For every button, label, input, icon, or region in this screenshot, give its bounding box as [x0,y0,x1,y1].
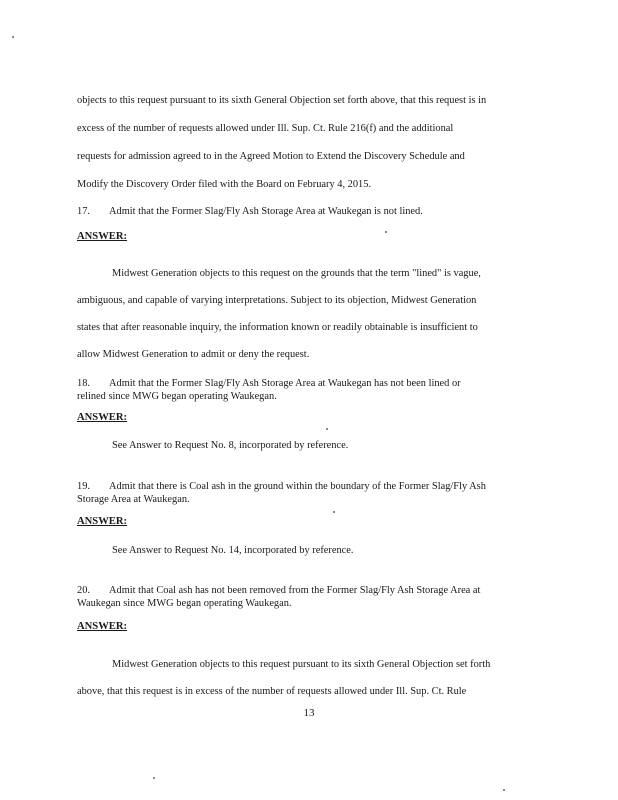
request-text: Admit that the Former Slag/Fly Ash Storage Area at Waukegan is not lined. [109,206,423,217]
scan-speck [385,231,387,233]
answer-line: See Answer to Request No. 8, incorporated by reference. [112,440,349,451]
request-line: Storage Area at Waukegan. [77,494,190,505]
request-text: Admit that there is Coal ash in the ground within the boundary of the Former Slag/Fly Ash [109,481,486,492]
request-text: Admit that the Former Slag/Fly Ash Storage Area at Waukegan has not been lined or [109,378,461,389]
answer-heading: ANSWER: [77,621,128,632]
scan-speck [503,789,505,791]
continuation-paragraph [77,87,547,199]
request-line: Waukegan since MWG began operating Waukegan. [77,598,292,609]
request-line: relined since MWG began operating Waukegan. [77,391,277,402]
paragraph-line: Modify the Discovery Order filed with the Board on February 4, 2015. [77,179,372,190]
answer-heading: ANSWER: [77,516,128,527]
scan-speck [12,36,14,38]
page-number: 13 [303,707,315,719]
request-line [77,584,547,597]
request-line [77,377,547,390]
request-line [77,205,547,218]
answer-17 [77,260,547,368]
request-number: 18. [77,378,90,389]
paragraph-line: objects to this request pursuant to its sixth General Objection set forth above, that this request is in [77,95,487,106]
request-19 [77,480,547,506]
answer-heading: ANSWER: [77,412,128,423]
request-number: 17. [77,206,90,217]
answer-line: ambiguous, and capable of varying interpretations. Subject to its objection, Midwest Generation [77,295,477,306]
request-line [77,480,547,493]
answer-line: above, that this request is in excess of the number of requests allowed under Ill. Sup. Ct. Rule [77,686,467,697]
request-20 [77,584,547,610]
paragraph-line: requests for admission agreed to in the Agreed Motion to Extend the Discovery Schedule and [77,151,465,162]
paragraph-line: excess of the number of requests allowed under Ill. Sup. Ct. Rule 216(f) and the additional [77,123,454,134]
answer-heading: ANSWER: [77,231,128,242]
answer-18 [77,439,547,452]
answer-line: Midwest Generation objects to this request on the grounds that the term "lined" is vague, [112,268,481,279]
answer-19 [77,544,547,557]
scan-speck [326,428,328,430]
request-number: 20. [77,585,90,596]
answer-line: allow Midwest Generation to admit or deny the request. [77,349,310,360]
request-17 [77,205,547,218]
answer-20 [77,651,547,705]
request-number: 19. [77,481,90,492]
request-18 [77,377,547,403]
request-text: Admit that Coal ash has not been removed from the Former Slag/Fly Ash Storage Area at [109,585,481,596]
scan-speck [153,777,155,779]
answer-line: See Answer to Request No. 14, incorporated by reference. [112,545,354,556]
answer-line: Midwest Generation objects to this request pursuant to its sixth General Objection set forth [112,659,491,670]
answer-line: states that after reasonable inquiry, the information known or readily obtainable is insufficient to [77,322,478,333]
scan-speck [333,511,335,513]
